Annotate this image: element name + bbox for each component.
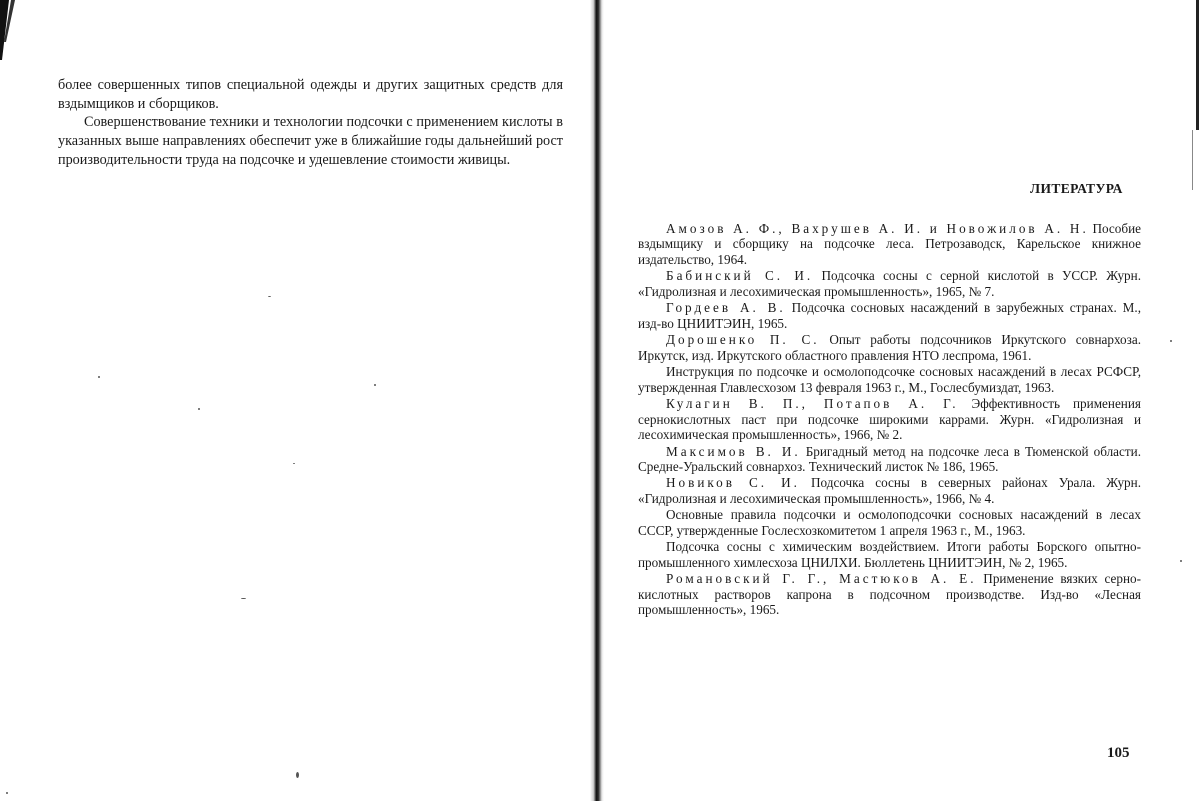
left-paragraph-2: Совершенствование техники и технологии подсочки с применением кислоты в указанных выше направлениях обеспечит уже в ближайшие годы дальнейший рост производительности труда на подсочке и удешевление стоимости живицы. [58,114,563,168]
reference-item [638,539,1141,570]
reference-author: Дорошенко П. С. [666,332,820,348]
reference-author: Романовский Г. Г., Мастюков А. Е. [666,571,977,587]
reference-item [638,475,1141,506]
scan-corner-mark [0,0,22,60]
reference-item [638,571,1141,617]
reference-author: Гордеев А. В. [666,300,786,316]
reference-author: Амозов А. Ф., Вахрушев А. И. и Новожилов А. Н. [666,221,1089,236]
reference-item [638,364,1141,395]
scan-speck [1180,560,1182,562]
scan-speck [198,408,200,410]
reference-text: Пособие вздымщику и сборщику на подсочке леса. Петрозаводск, Карельское книжное издательство, 1964. [638,221,1141,267]
scan-speck [296,772,299,778]
reference-text: Подсочка сосны с химическим воздействием. Итоги работы Борского опытно-промышленного химлесхоза ЦНИЛХИ. Бюллетень ЦНИИТЭИН, № 2, 1965. [638,539,1141,570]
scan-speck [6,792,8,794]
references-heading: ЛИТЕРАТУРА [1030,181,1123,196]
left-paragraph-1: более совершенных типов специальной одежды и других защитных средств для вздымщиков и сборщиков. [58,77,563,112]
reference-text: Бригадный метод на подсочке леса в Тюменской области. Средне-Уральский совнархоз. Технический листок № 186, 1965. [638,443,1141,474]
reference-author: Бабинский С. И. [666,268,814,284]
reference-list [638,221,1141,619]
reference-item [638,507,1141,538]
reference-text: Подсочка сосны в северных районах Урала. Журн. «Гидролизная и лесохимическая промышленность», 1966, № 4. [638,475,1142,506]
scan-speck [98,376,100,378]
reference-item [638,444,1141,475]
scan-speck [241,598,246,599]
reference-item [638,221,1141,267]
reference-item [638,268,1141,299]
page-number: 105 [1107,745,1130,761]
scan-speck [374,384,376,386]
reference-item [638,300,1141,331]
scan-speck [1170,340,1172,342]
reference-text: Основные правила подсочки и осмолоподсочки сосновых насаждений в лесах СССР, утвержденные Гослесхозкомитетом 1 апреля 1963 г., М., 1963. [638,507,1141,538]
reference-text: Подсочка сосновых насаждений в зарубежных странах. М., изд-во ЦНИИТЭИН, 1965. [638,300,1141,331]
reference-text: Эффективность применения сернокислотных паст при подсочке широкими каррами. Журн. «Гидролизная и лесохимическая промышленность», 1966, № 2. [638,396,1141,442]
reference-text: Инструкция по подсочке и осмолоподсочке сосновых насаждений в лесах РСФСР, утвержденная Главлесхозом 13 февраля 1963 г., М., Гослесбумиздат, 1963. [638,364,1141,395]
book-gutter [590,0,604,801]
left-page-text [58,76,563,170]
page-edge-right [1190,0,1200,801]
reference-author: Максимов В. И. [666,443,801,459]
reference-author: Новиков С. И. [666,475,800,491]
reference-item [638,396,1141,442]
scan-speck [293,463,295,464]
reference-text: Применение вязких серно-кислотных растворов капрона в подсочном производстве. Изд-во «Лесная промышленность», 1965. [638,571,1142,618]
reference-author: Кулагин В. П., Потапов А. Г. [666,396,959,412]
reference-text: Опыт работы подсочников Иркутского совнархоза. Иркутск, изд. Иркутского областного правления НТО леспрома, 1961. [638,332,1142,363]
reference-text: Подсочка сосны с серной кислотой в УССР. Журн. «Гидролизная и лесохимическая промышленность», 1965, № 7. [638,268,1141,299]
reference-item [638,332,1141,363]
scan-speck [268,296,271,297]
